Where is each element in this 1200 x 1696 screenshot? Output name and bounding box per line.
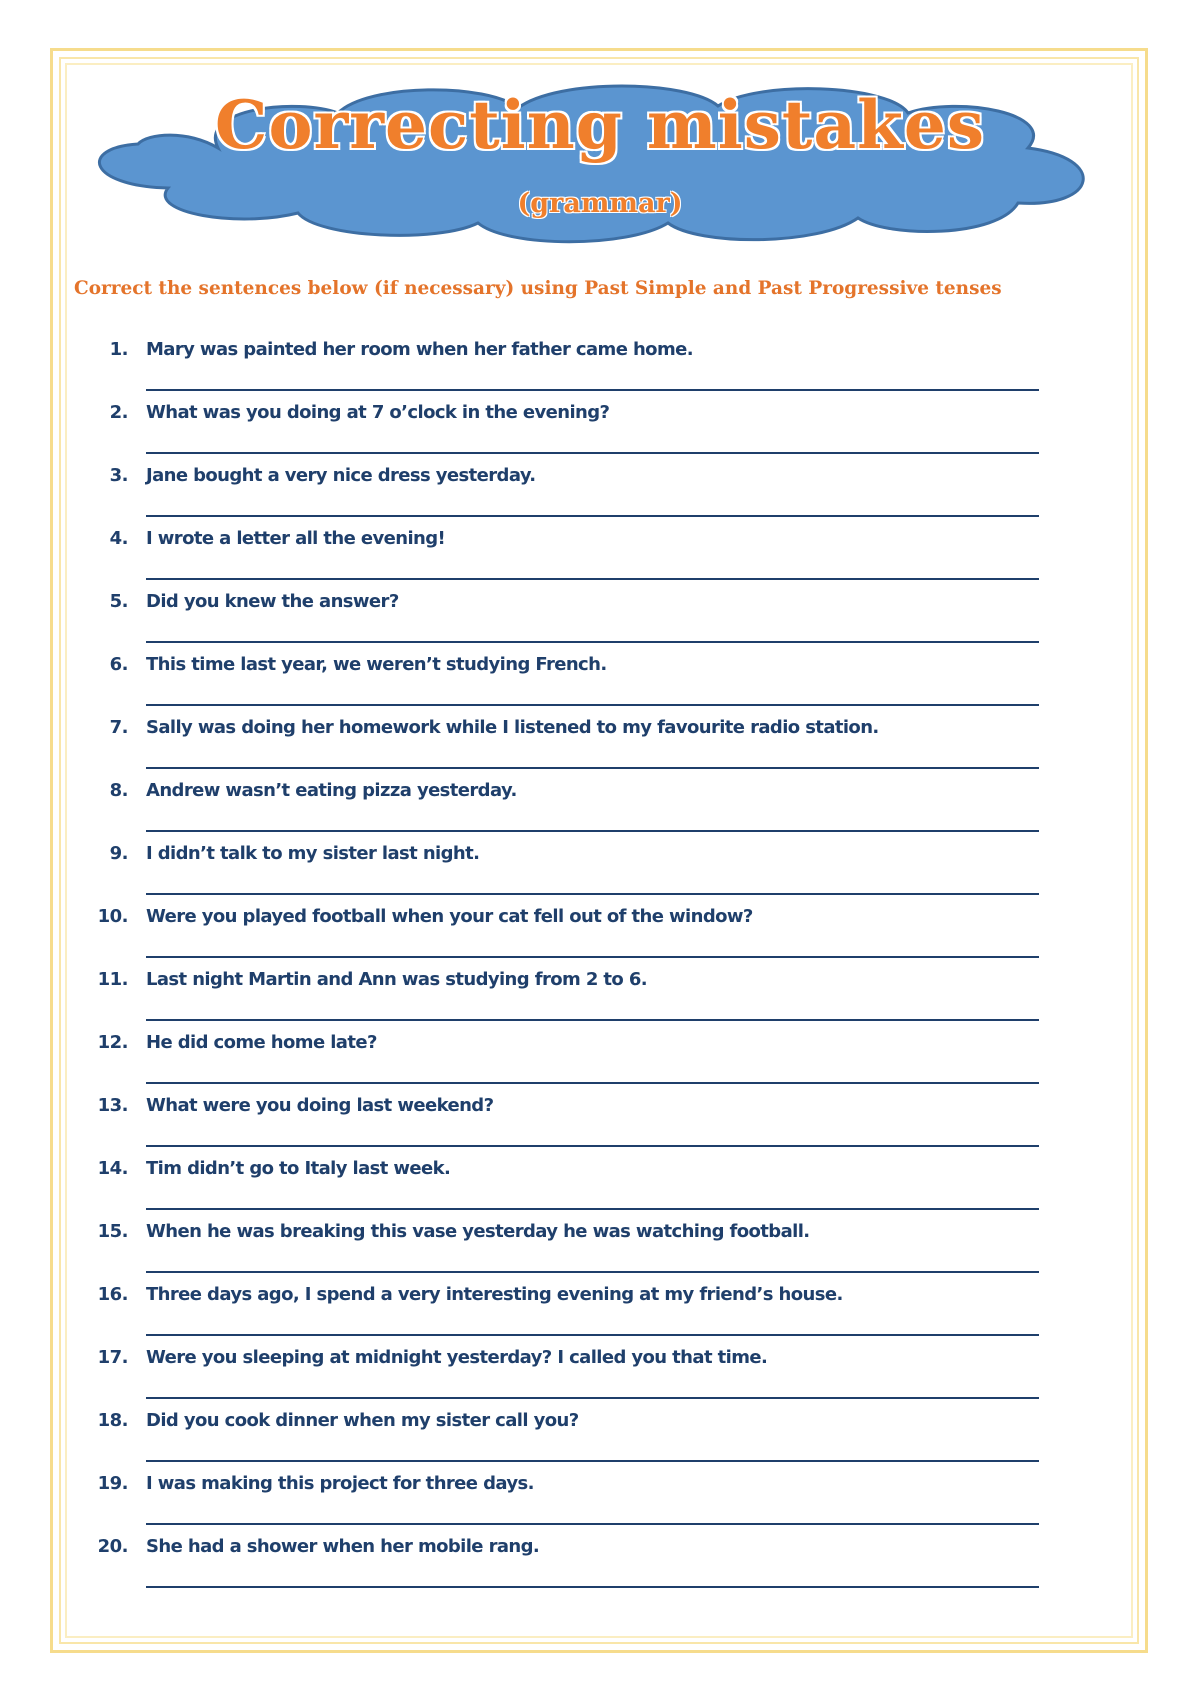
answer-line[interactable] [146, 767, 1039, 769]
exercise-number: 20. [97, 1536, 128, 1557]
exercise-item [0, 780, 1200, 843]
answer-line[interactable] [146, 641, 1039, 643]
exercise-item [0, 1158, 1200, 1221]
exercise-item [0, 1410, 1200, 1473]
exercise-sentence: What was you doing at 7 o’clock in the evening? [146, 402, 610, 423]
answer-line[interactable] [146, 578, 1039, 580]
exercise-sentence: I wrote a letter all the evening! [146, 528, 446, 549]
answer-line[interactable] [146, 893, 1039, 895]
exercise-item [0, 1347, 1200, 1410]
answer-line[interactable] [146, 830, 1039, 832]
exercise-item [0, 1032, 1200, 1095]
answer-line[interactable] [146, 452, 1039, 454]
exercise-number: 6. [109, 654, 128, 675]
exercise-item [0, 339, 1200, 402]
answer-line[interactable] [146, 1586, 1039, 1588]
exercise-number: 9. [109, 843, 128, 864]
exercise-sentence: Did you knew the answer? [146, 591, 399, 612]
worksheet-instruction: Correct the sentences below (if necessary) using Past Simple and Past Progressive tenses [74, 278, 1002, 299]
answer-line[interactable] [146, 1523, 1039, 1525]
exercise-item [0, 528, 1200, 591]
exercise-number: 12. [97, 1032, 128, 1053]
exercise-sentence: What were you doing last weekend? [146, 1095, 494, 1116]
exercise-item [0, 1221, 1200, 1284]
exercise-sentence: I was making this project for three days. [146, 1473, 534, 1494]
exercise-number: 19. [97, 1473, 128, 1494]
exercise-item [0, 1284, 1200, 1347]
exercise-number: 11. [97, 969, 128, 990]
answer-line[interactable] [146, 1397, 1039, 1399]
exercise-number: 5. [109, 591, 128, 612]
worksheet-subtitle: (grammar) [517, 188, 683, 219]
exercise-number: 16. [97, 1284, 128, 1305]
exercise-number: 2. [109, 402, 128, 423]
answer-line[interactable] [146, 1145, 1039, 1147]
exercise-sentence: When he was breaking this vase yesterday he was watching football. [146, 1221, 810, 1242]
answer-line[interactable] [146, 1271, 1039, 1273]
exercise-sentence: She had a shower when her mobile rang. [146, 1536, 540, 1557]
exercise-number: 7. [109, 717, 128, 738]
worksheet-title: Correcting mistakes [214, 86, 986, 164]
answer-line[interactable] [146, 515, 1039, 517]
exercise-item [0, 1095, 1200, 1158]
exercise-item [0, 654, 1200, 717]
exercise-item [0, 591, 1200, 654]
exercise-sentence: Jane bought a very nice dress yesterday. [146, 465, 536, 486]
exercise-sentence: Andrew wasn’t eating pizza yesterday. [146, 780, 517, 801]
exercise-item [0, 402, 1200, 465]
exercise-item [0, 1536, 1200, 1599]
answer-line[interactable] [146, 1208, 1039, 1210]
exercise-sentence: Last night Martin and Ann was studying from 2 to 6. [146, 969, 648, 990]
exercise-sentence: Were you sleeping at midnight yesterday? I called you that time. [146, 1347, 768, 1368]
exercise-sentence: Sally was doing her homework while I listened to my favourite radio station. [146, 717, 879, 738]
exercise-sentence: This time last year, we weren’t studying French. [146, 654, 607, 675]
answer-line[interactable] [146, 704, 1039, 706]
exercise-number: 3. [109, 465, 128, 486]
exercise-item [0, 1473, 1200, 1536]
exercise-sentence: Mary was painted her room when her father came home. [146, 339, 693, 360]
answer-line[interactable] [146, 1019, 1039, 1021]
answer-line[interactable] [146, 1082, 1039, 1084]
exercise-number: 14. [97, 1158, 128, 1179]
exercise-number: 18. [97, 1410, 128, 1431]
answer-line[interactable] [146, 389, 1039, 391]
exercise-number: 10. [97, 906, 128, 927]
exercise-number: 8. [109, 780, 128, 801]
answer-line[interactable] [146, 956, 1039, 958]
exercise-list [0, 339, 1200, 1599]
exercise-sentence: Did you cook dinner when my sister call you? [146, 1410, 579, 1431]
exercise-sentence: Were you played football when your cat fell out of the window? [146, 906, 753, 927]
exercise-item [0, 969, 1200, 1032]
exercise-item [0, 843, 1200, 906]
exercise-item [0, 465, 1200, 528]
answer-line[interactable] [146, 1334, 1039, 1336]
exercise-sentence: He did come home late? [146, 1032, 377, 1053]
exercise-number: 13. [97, 1095, 128, 1116]
exercise-item [0, 717, 1200, 780]
exercise-number: 1. [109, 339, 128, 360]
exercise-number: 15. [97, 1221, 128, 1242]
exercise-number: 17. [97, 1347, 128, 1368]
exercise-sentence: Tim didn’t go to Italy last week. [146, 1158, 451, 1179]
exercise-sentence: Three days ago, I spend a very interesting evening at my friend’s house. [146, 1284, 843, 1305]
exercise-number: 4. [109, 528, 128, 549]
exercise-item [0, 906, 1200, 969]
answer-line[interactable] [146, 1460, 1039, 1462]
exercise-sentence: I didn’t talk to my sister last night. [146, 843, 480, 864]
